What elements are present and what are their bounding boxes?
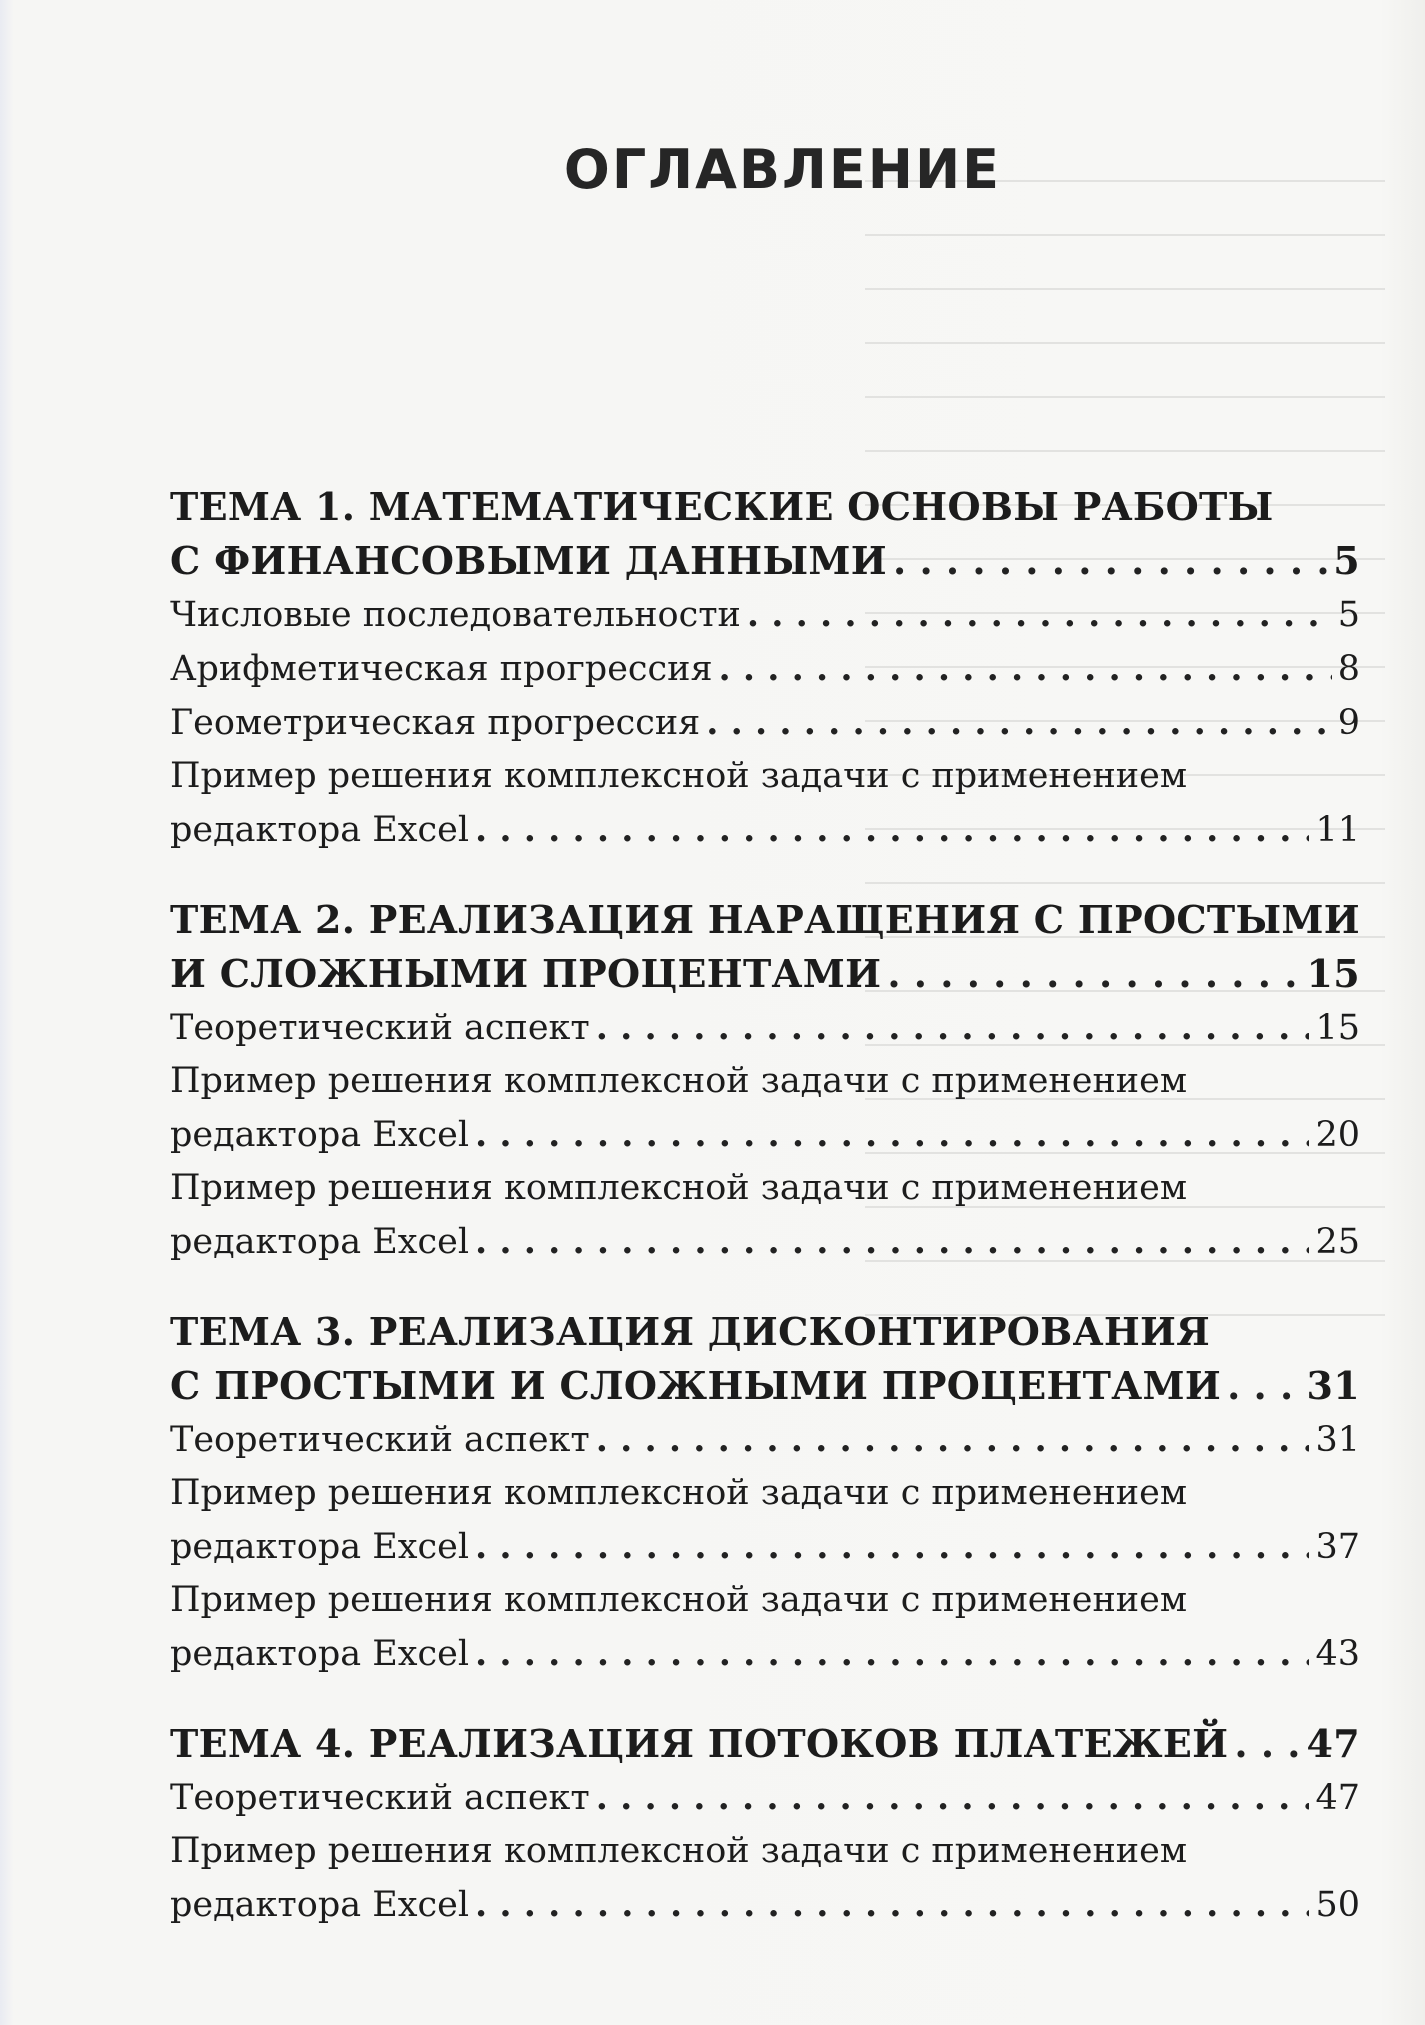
toc-entry-line bbox=[170, 1627, 1360, 1681]
page-title: ОГЛАВЛЕНИЕ bbox=[563, 138, 1002, 201]
page-number: 47 bbox=[1306, 1721, 1360, 1766]
toc-topic bbox=[170, 1305, 1360, 1681]
toc-entry-line bbox=[170, 1520, 1360, 1574]
toc-entry-line bbox=[170, 1215, 1360, 1269]
page-number: 43 bbox=[1315, 1634, 1360, 1674]
dot-leader bbox=[475, 803, 1309, 856]
page-number: 9 bbox=[1337, 703, 1360, 743]
dot-leader bbox=[475, 1108, 1309, 1161]
dot-leader bbox=[596, 1771, 1310, 1824]
topic-heading-line bbox=[170, 947, 1360, 1001]
topic-heading-text: ТЕМА 3. РЕАЛИЗАЦИЯ ДИСКОНТИРОВАНИЯ bbox=[170, 1309, 1211, 1354]
page-number: 50 bbox=[1315, 1885, 1360, 1925]
entry-text: редактора Excel bbox=[170, 810, 470, 850]
page-number: 37 bbox=[1315, 1527, 1360, 1567]
dot-leader bbox=[475, 1878, 1309, 1931]
dot-leader bbox=[596, 1413, 1310, 1466]
toc-entry-line bbox=[170, 1108, 1360, 1162]
entry-text: редактора Excel bbox=[170, 1527, 470, 1567]
page-number: 5 bbox=[1333, 538, 1360, 583]
dot-leader bbox=[1234, 1717, 1300, 1771]
toc-entry-line bbox=[170, 1162, 1360, 1215]
dot-leader bbox=[475, 1520, 1309, 1573]
page-number: 31 bbox=[1306, 1363, 1360, 1408]
toc-entry-line bbox=[170, 1771, 1360, 1825]
entry-text: Пример решения комплексной задачи с применением bbox=[170, 1831, 1188, 1871]
topic-heading-line bbox=[170, 1305, 1360, 1359]
page-number: 20 bbox=[1315, 1115, 1360, 1155]
dot-leader bbox=[747, 588, 1332, 641]
entry-text: редактора Excel bbox=[170, 1634, 470, 1674]
toc-entry-line bbox=[170, 588, 1360, 642]
page-number: 5 bbox=[1337, 595, 1360, 635]
toc-entry-line bbox=[170, 750, 1360, 803]
topic-heading-text: ТЕМА 2. РЕАЛИЗАЦИЯ НАРАЩЕНИЯ С ПРОСТЫМИ bbox=[170, 897, 1360, 942]
topic-heading-text: ТЕМА 1. МАТЕМАТИЧЕСКИЕ ОСНОВЫ РАБОТЫ bbox=[170, 484, 1274, 529]
entry-text: Теоретический аспект bbox=[170, 1008, 590, 1048]
page-number: 15 bbox=[1306, 951, 1360, 996]
table-of-contents bbox=[170, 480, 1360, 1968]
page-number: 11 bbox=[1315, 810, 1360, 850]
toc-entry-line bbox=[170, 1574, 1360, 1627]
dot-leader bbox=[719, 642, 1332, 695]
entry-text: Пример решения комплексной задачи с применением bbox=[170, 1168, 1188, 1208]
entry-text: Пример решения комплексной задачи с применением bbox=[170, 1061, 1188, 1101]
entry-text: Арифметическая прогрессия bbox=[170, 649, 713, 689]
topic-heading-line bbox=[170, 534, 1360, 588]
topic-heading-line bbox=[170, 1717, 1360, 1771]
topic-heading-text: С ФИНАНСОВЫМИ ДАННЫМИ bbox=[170, 538, 887, 583]
toc-entry-line bbox=[170, 1467, 1360, 1520]
page-number: 25 bbox=[1315, 1222, 1360, 1262]
dot-leader bbox=[596, 1001, 1310, 1054]
toc-entry-line bbox=[170, 696, 1360, 750]
toc-entry-line bbox=[170, 1878, 1360, 1932]
entry-text: редактора Excel bbox=[170, 1885, 470, 1925]
toc-entry-line bbox=[170, 1055, 1360, 1108]
dot-leader bbox=[887, 947, 1300, 1001]
topic-heading-text: И СЛОЖНЫМИ ПРОЦЕНТАМИ bbox=[170, 951, 882, 996]
page-number: 47 bbox=[1315, 1778, 1360, 1818]
toc-topic bbox=[170, 893, 1360, 1269]
page-number: 31 bbox=[1315, 1420, 1360, 1460]
toc-entry-line bbox=[170, 1825, 1360, 1878]
entry-text: Геометрическая прогрессия bbox=[170, 703, 701, 743]
topic-heading-text: С ПРОСТЫМИ И СЛОЖНЫМИ ПРОЦЕНТАМИ bbox=[170, 1363, 1222, 1408]
entry-text: Числовые последовательности bbox=[170, 595, 741, 635]
toc-entry-line bbox=[170, 1001, 1360, 1055]
dot-leader bbox=[706, 696, 1331, 749]
toc-topic bbox=[170, 1717, 1360, 1932]
entry-text: Теоретический аспект bbox=[170, 1420, 590, 1460]
topic-heading-line bbox=[170, 480, 1360, 534]
dot-leader bbox=[475, 1215, 1309, 1268]
entry-text: редактора Excel bbox=[170, 1222, 470, 1262]
entry-text: Пример решения комплексной задачи с применением bbox=[170, 1580, 1188, 1620]
toc-topic bbox=[170, 480, 1360, 857]
entry-text: Теоретический аспект bbox=[170, 1778, 590, 1818]
toc-entry-line bbox=[170, 642, 1360, 696]
entry-text: Пример решения комплексной задачи с применением bbox=[170, 756, 1188, 796]
page-number: 8 bbox=[1337, 649, 1360, 689]
entry-text: Пример решения комплексной задачи с применением bbox=[170, 1473, 1188, 1513]
dot-leader bbox=[1227, 1359, 1300, 1413]
dot-leader bbox=[475, 1627, 1309, 1680]
toc-entry-line bbox=[170, 1413, 1360, 1467]
topic-heading-line bbox=[170, 893, 1360, 947]
entry-text: редактора Excel bbox=[170, 1115, 470, 1155]
topic-heading-text: ТЕМА 4. РЕАЛИЗАЦИЯ ПОТОКОВ ПЛАТЕЖЕЙ bbox=[170, 1721, 1229, 1766]
dot-leader bbox=[893, 534, 1327, 588]
toc-entry-line bbox=[170, 803, 1360, 857]
topic-heading-line bbox=[170, 1359, 1360, 1413]
page-number: 15 bbox=[1315, 1008, 1360, 1048]
